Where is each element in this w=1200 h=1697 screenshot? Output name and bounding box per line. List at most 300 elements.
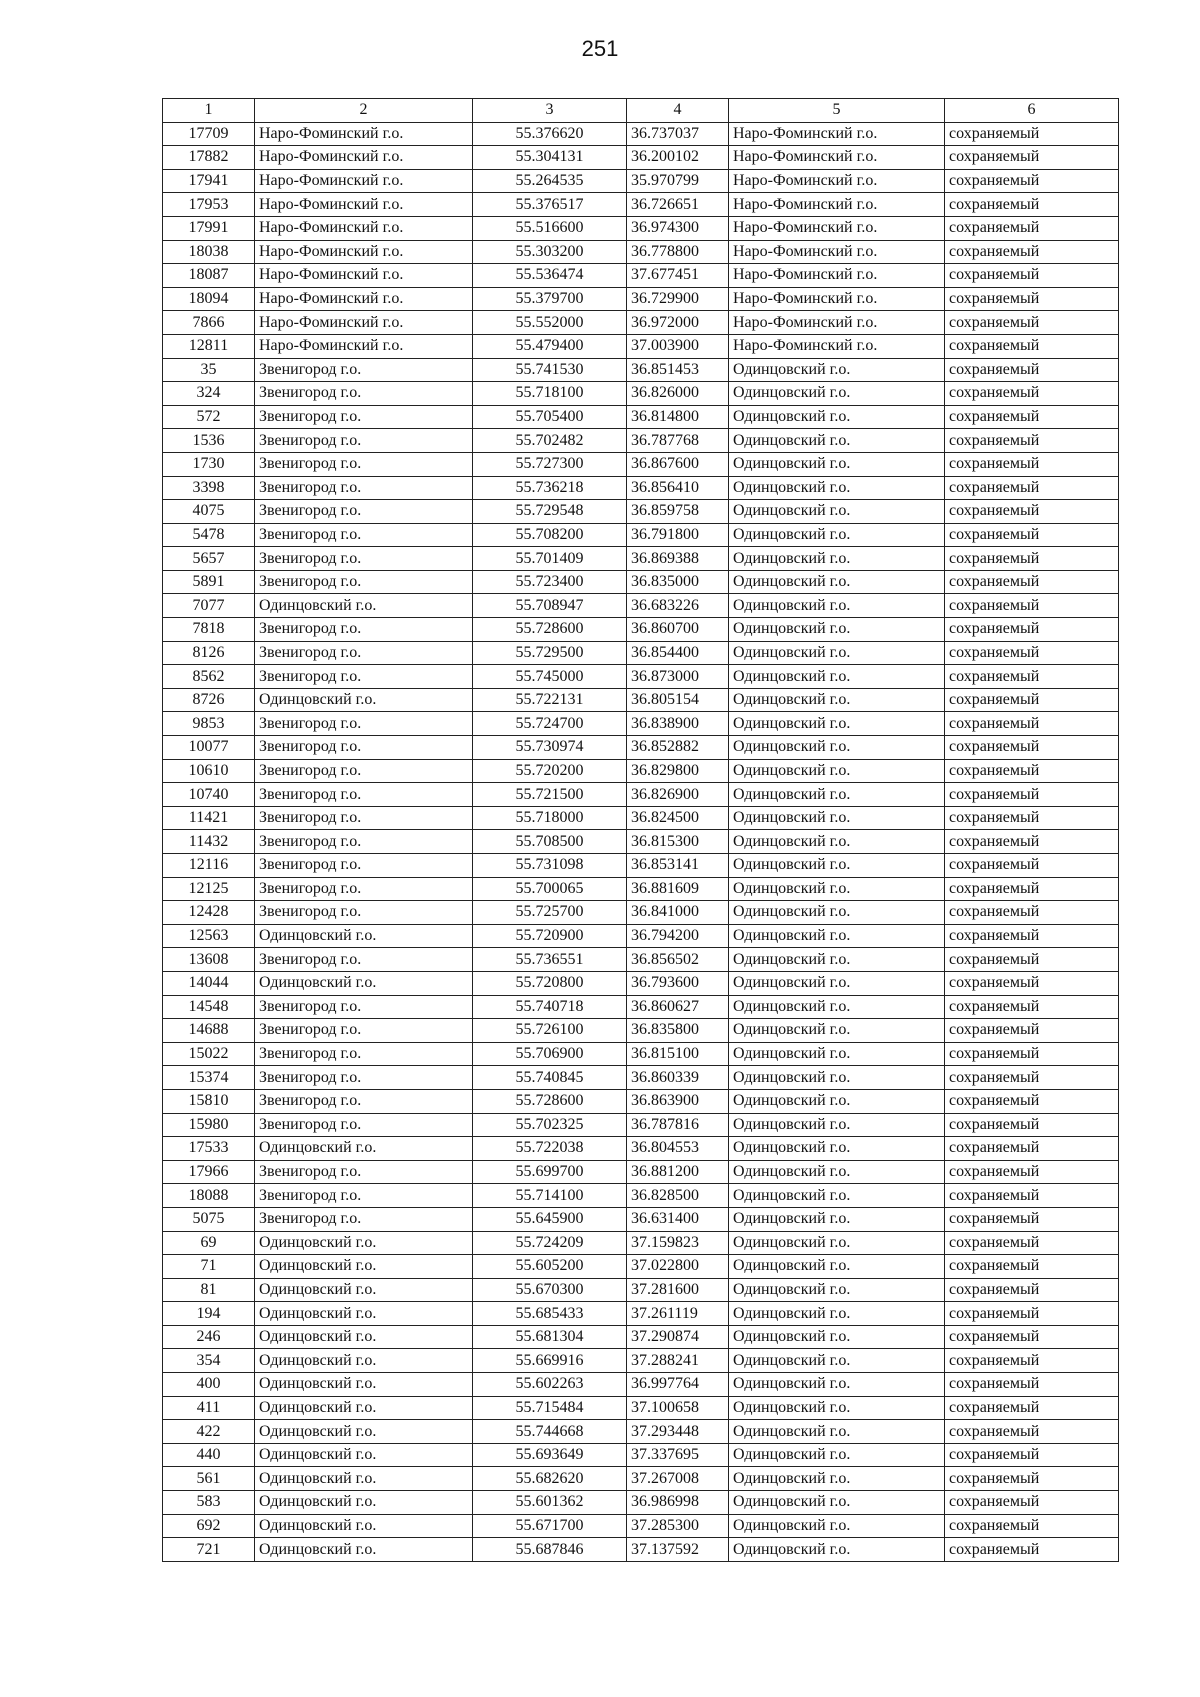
cell-municipality: Одинцовский г.о.	[729, 1137, 945, 1161]
cell-latitude: 55.724700	[473, 712, 627, 736]
cell-district: Одинцовский г.о.	[255, 971, 473, 995]
cell-id: 15022	[163, 1042, 255, 1066]
cell-municipality: Одинцовский г.о.	[729, 594, 945, 618]
cell-id: 5478	[163, 523, 255, 547]
table-row	[163, 1113, 1119, 1137]
cell-municipality: Одинцовский г.о.	[729, 1278, 945, 1302]
cell-municipality: Одинцовский г.о.	[729, 759, 945, 783]
table-row	[163, 287, 1119, 311]
cell-id: 11432	[163, 830, 255, 854]
table-row	[163, 1089, 1119, 1113]
table-row	[163, 429, 1119, 453]
cell-id: 18087	[163, 264, 255, 288]
cell-longitude: 37.261119	[627, 1302, 729, 1326]
cell-district: Наро-Фоминский г.о.	[255, 122, 473, 146]
cell-status: сохраняемый	[945, 334, 1119, 358]
cell-municipality: Наро-Фоминский г.о.	[729, 216, 945, 240]
cell-longitude: 36.838900	[627, 712, 729, 736]
table-row	[163, 547, 1119, 571]
cell-municipality: Одинцовский г.о.	[729, 1467, 945, 1491]
cell-longitude: 37.337695	[627, 1443, 729, 1467]
cell-id: 14044	[163, 971, 255, 995]
cell-longitude: 36.859758	[627, 500, 729, 524]
cell-longitude: 36.791800	[627, 523, 729, 547]
cell-latitude: 55.700065	[473, 877, 627, 901]
cell-longitude: 36.683226	[627, 594, 729, 618]
table-row	[163, 193, 1119, 217]
cell-id: 18088	[163, 1184, 255, 1208]
cell-district: Звенигород г.о.	[255, 1066, 473, 1090]
table-row	[163, 311, 1119, 335]
cell-id: 10740	[163, 783, 255, 807]
cell-municipality: Одинцовский г.о.	[729, 948, 945, 972]
cell-id: 12116	[163, 854, 255, 878]
cell-status: сохраняемый	[945, 311, 1119, 335]
cell-status: сохраняемый	[945, 1420, 1119, 1444]
data-table	[162, 98, 1119, 1562]
cell-status: сохраняемый	[945, 1467, 1119, 1491]
cell-status: сохраняемый	[945, 169, 1119, 193]
column-header: 1	[163, 99, 255, 123]
cell-municipality: Наро-Фоминский г.о.	[729, 169, 945, 193]
cell-id: 9853	[163, 712, 255, 736]
cell-district: Звенигород г.о.	[255, 783, 473, 807]
cell-municipality: Одинцовский г.о.	[729, 1538, 945, 1562]
cell-status: сохраняемый	[945, 547, 1119, 571]
cell-district: Одинцовский г.о.	[255, 1302, 473, 1326]
table-row	[163, 830, 1119, 854]
cell-status: сохраняемый	[945, 500, 1119, 524]
table-row	[163, 995, 1119, 1019]
cell-district: Одинцовский г.о.	[255, 1373, 473, 1397]
cell-latitude: 55.376620	[473, 122, 627, 146]
cell-id: 354	[163, 1349, 255, 1373]
cell-status: сохраняемый	[945, 1113, 1119, 1137]
cell-status: сохраняемый	[945, 688, 1119, 712]
cell-status: сохраняемый	[945, 1019, 1119, 1043]
cell-id: 721	[163, 1538, 255, 1562]
cell-id: 15810	[163, 1089, 255, 1113]
cell-status: сохраняемый	[945, 1255, 1119, 1279]
cell-municipality: Одинцовский г.о.	[729, 877, 945, 901]
cell-district: Наро-Фоминский г.о.	[255, 334, 473, 358]
cell-district: Звенигород г.о.	[255, 358, 473, 382]
table-row	[163, 854, 1119, 878]
cell-district: Одинцовский г.о.	[255, 1443, 473, 1467]
cell-district: Звенигород г.о.	[255, 382, 473, 406]
cell-district: Звенигород г.о.	[255, 1113, 473, 1137]
cell-longitude: 36.200102	[627, 146, 729, 170]
cell-latitude: 55.708200	[473, 523, 627, 547]
cell-id: 17991	[163, 216, 255, 240]
cell-status: сохраняемый	[945, 382, 1119, 406]
cell-latitude: 55.682620	[473, 1467, 627, 1491]
cell-longitude: 36.997764	[627, 1373, 729, 1397]
cell-longitude: 36.851453	[627, 358, 729, 382]
cell-status: сохраняемый	[945, 1396, 1119, 1420]
cell-longitude: 36.972000	[627, 311, 729, 335]
cell-id: 8562	[163, 665, 255, 689]
cell-district: Звенигород г.о.	[255, 641, 473, 665]
cell-municipality: Одинцовский г.о.	[729, 806, 945, 830]
cell-municipality: Наро-Фоминский г.о.	[729, 264, 945, 288]
cell-status: сохраняемый	[945, 405, 1119, 429]
cell-municipality: Одинцовский г.о.	[729, 618, 945, 642]
cell-latitude: 55.718000	[473, 806, 627, 830]
cell-municipality: Одинцовский г.о.	[729, 1042, 945, 1066]
table-row	[163, 1302, 1119, 1326]
cell-id: 440	[163, 1443, 255, 1467]
table-row	[163, 1491, 1119, 1515]
cell-municipality: Наро-Фоминский г.о.	[729, 122, 945, 146]
cell-status: сохраняемый	[945, 948, 1119, 972]
cell-latitude: 55.728600	[473, 618, 627, 642]
cell-longitude: 36.835800	[627, 1019, 729, 1043]
cell-id: 12428	[163, 901, 255, 925]
cell-longitude: 36.805154	[627, 688, 729, 712]
table-row	[163, 1538, 1119, 1562]
cell-district: Одинцовский г.о.	[255, 1325, 473, 1349]
cell-district: Звенигород г.о.	[255, 618, 473, 642]
cell-status: сохраняемый	[945, 1137, 1119, 1161]
cell-latitude: 55.708500	[473, 830, 627, 854]
cell-longitude: 37.003900	[627, 334, 729, 358]
table-row	[163, 901, 1119, 925]
cell-status: сохраняемый	[945, 476, 1119, 500]
cell-municipality: Одинцовский г.о.	[729, 500, 945, 524]
cell-district: Наро-Фоминский г.о.	[255, 193, 473, 217]
cell-latitude: 55.721500	[473, 783, 627, 807]
cell-id: 7818	[163, 618, 255, 642]
page-number: 251	[581, 36, 619, 61]
cell-latitude: 55.552000	[473, 311, 627, 335]
cell-status: сохраняемый	[945, 1302, 1119, 1326]
cell-municipality: Одинцовский г.о.	[729, 924, 945, 948]
cell-status: сохраняемый	[945, 216, 1119, 240]
cell-district: Одинцовский г.о.	[255, 1278, 473, 1302]
cell-district: Одинцовский г.о.	[255, 1514, 473, 1538]
table-row	[163, 712, 1119, 736]
cell-municipality: Одинцовский г.о.	[729, 405, 945, 429]
cell-municipality: Одинцовский г.о.	[729, 971, 945, 995]
cell-id: 583	[163, 1491, 255, 1515]
table-row	[163, 665, 1119, 689]
cell-id: 10610	[163, 759, 255, 783]
cell-status: сохраняемый	[945, 995, 1119, 1019]
cell-status: сохраняемый	[945, 358, 1119, 382]
cell-status: сохраняемый	[945, 618, 1119, 642]
cell-latitude: 55.736551	[473, 948, 627, 972]
cell-id: 400	[163, 1373, 255, 1397]
cell-id: 10077	[163, 736, 255, 760]
table-row	[163, 688, 1119, 712]
cell-id: 12811	[163, 334, 255, 358]
cell-longitude: 36.881200	[627, 1160, 729, 1184]
cell-status: сохраняемый	[945, 1491, 1119, 1515]
cell-status: сохраняемый	[945, 1514, 1119, 1538]
table-row	[163, 1278, 1119, 1302]
cell-municipality: Одинцовский г.о.	[729, 712, 945, 736]
table-row	[163, 618, 1119, 642]
cell-id: 246	[163, 1325, 255, 1349]
cell-district: Звенигород г.о.	[255, 736, 473, 760]
cell-district: Звенигород г.о.	[255, 1184, 473, 1208]
cell-longitude: 36.828500	[627, 1184, 729, 1208]
cell-longitude: 36.869388	[627, 547, 729, 571]
cell-id: 7866	[163, 311, 255, 335]
cell-district: Одинцовский г.о.	[255, 1396, 473, 1420]
cell-municipality: Одинцовский г.о.	[729, 995, 945, 1019]
cell-longitude: 36.814800	[627, 405, 729, 429]
cell-longitude: 36.856410	[627, 476, 729, 500]
cell-municipality: Одинцовский г.о.	[729, 901, 945, 925]
cell-status: сохраняемый	[945, 1066, 1119, 1090]
cell-latitude: 55.720900	[473, 924, 627, 948]
cell-longitude: 36.794200	[627, 924, 729, 948]
table-body	[163, 122, 1119, 1561]
cell-status: сохраняемый	[945, 1042, 1119, 1066]
cell-id: 561	[163, 1467, 255, 1491]
cell-municipality: Одинцовский г.о.	[729, 1231, 945, 1255]
cell-longitude: 36.863900	[627, 1089, 729, 1113]
cell-id: 3398	[163, 476, 255, 500]
cell-district: Звенигород г.о.	[255, 523, 473, 547]
cell-latitude: 55.729548	[473, 500, 627, 524]
cell-id: 324	[163, 382, 255, 406]
cell-longitude: 37.281600	[627, 1278, 729, 1302]
cell-status: сохраняемый	[945, 1207, 1119, 1231]
cell-longitude: 36.835000	[627, 570, 729, 594]
cell-municipality: Одинцовский г.о.	[729, 1089, 945, 1113]
cell-longitude: 36.860700	[627, 618, 729, 642]
cell-district: Звенигород г.о.	[255, 948, 473, 972]
cell-latitude: 55.693649	[473, 1443, 627, 1467]
cell-latitude: 55.725700	[473, 901, 627, 925]
cell-longitude: 37.285300	[627, 1514, 729, 1538]
table-row	[163, 877, 1119, 901]
cell-status: сохраняемый	[945, 1443, 1119, 1467]
cell-status: сохраняемый	[945, 830, 1119, 854]
cell-status: сохраняемый	[945, 1373, 1119, 1397]
cell-status: сохраняемый	[945, 1278, 1119, 1302]
cell-longitude: 37.267008	[627, 1467, 729, 1491]
cell-id: 1730	[163, 452, 255, 476]
cell-id: 5891	[163, 570, 255, 594]
cell-id: 81	[163, 1278, 255, 1302]
cell-district: Наро-Фоминский г.о.	[255, 146, 473, 170]
cell-district: Звенигород г.о.	[255, 901, 473, 925]
cell-longitude: 37.022800	[627, 1255, 729, 1279]
cell-longitude: 36.974300	[627, 216, 729, 240]
cell-id: 8126	[163, 641, 255, 665]
table-row	[163, 1443, 1119, 1467]
cell-district: Одинцовский г.о.	[255, 1349, 473, 1373]
cell-district: Одинцовский г.о.	[255, 1491, 473, 1515]
cell-district: Звенигород г.о.	[255, 1207, 473, 1231]
cell-district: Одинцовский г.о.	[255, 594, 473, 618]
cell-id: 18038	[163, 240, 255, 264]
cell-status: сохраняемый	[945, 1089, 1119, 1113]
cell-status: сохраняемый	[945, 287, 1119, 311]
cell-latitude: 55.718100	[473, 382, 627, 406]
cell-municipality: Одинцовский г.о.	[729, 688, 945, 712]
cell-municipality: Одинцовский г.о.	[729, 523, 945, 547]
cell-id: 35	[163, 358, 255, 382]
cell-status: сохраняемый	[945, 924, 1119, 948]
cell-longitude: 37.290874	[627, 1325, 729, 1349]
cell-longitude: 37.288241	[627, 1349, 729, 1373]
cell-latitude: 55.724209	[473, 1231, 627, 1255]
table-row	[163, 1325, 1119, 1349]
cell-longitude: 37.159823	[627, 1231, 729, 1255]
table-row	[163, 783, 1119, 807]
cell-municipality: Одинцовский г.о.	[729, 570, 945, 594]
cell-id: 17533	[163, 1137, 255, 1161]
cell-status: сохраняемый	[945, 264, 1119, 288]
cell-longitude: 36.815100	[627, 1042, 729, 1066]
table-row	[163, 405, 1119, 429]
cell-latitude: 55.681304	[473, 1325, 627, 1349]
cell-status: сохраняемый	[945, 759, 1119, 783]
cell-district: Наро-Фоминский г.о.	[255, 216, 473, 240]
cell-latitude: 55.304131	[473, 146, 627, 170]
cell-district: Одинцовский г.о.	[255, 1255, 473, 1279]
cell-municipality: Одинцовский г.о.	[729, 1019, 945, 1043]
cell-id: 411	[163, 1396, 255, 1420]
cell-status: сохраняемый	[945, 1325, 1119, 1349]
cell-district: Звенигород г.о.	[255, 452, 473, 476]
cell-municipality: Одинцовский г.о.	[729, 547, 945, 571]
table-row	[163, 948, 1119, 972]
cell-latitude: 55.602263	[473, 1373, 627, 1397]
column-header: 3	[473, 99, 627, 123]
cell-longitude: 36.815300	[627, 830, 729, 854]
table-row	[163, 1373, 1119, 1397]
cell-longitude: 36.881609	[627, 877, 729, 901]
cell-longitude: 36.867600	[627, 452, 729, 476]
cell-municipality: Одинцовский г.о.	[729, 830, 945, 854]
table-row	[163, 570, 1119, 594]
cell-district: Одинцовский г.о.	[255, 1467, 473, 1491]
cell-municipality: Одинцовский г.о.	[729, 429, 945, 453]
cell-latitude: 55.744668	[473, 1420, 627, 1444]
cell-municipality: Наро-Фоминский г.о.	[729, 193, 945, 217]
cell-municipality: Одинцовский г.о.	[729, 382, 945, 406]
cell-id: 8726	[163, 688, 255, 712]
cell-district: Звенигород г.о.	[255, 854, 473, 878]
cell-district: Наро-Фоминский г.о.	[255, 287, 473, 311]
cell-longitude: 36.778800	[627, 240, 729, 264]
cell-district: Звенигород г.о.	[255, 712, 473, 736]
cell-id: 5075	[163, 1207, 255, 1231]
cell-district: Звенигород г.о.	[255, 476, 473, 500]
cell-latitude: 55.723400	[473, 570, 627, 594]
cell-district: Одинцовский г.о.	[255, 924, 473, 948]
cell-latitude: 55.729500	[473, 641, 627, 665]
cell-latitude: 55.303200	[473, 240, 627, 264]
cell-district: Одинцовский г.о.	[255, 1231, 473, 1255]
cell-district: Звенигород г.о.	[255, 806, 473, 830]
cell-status: сохраняемый	[945, 193, 1119, 217]
cell-id: 11421	[163, 806, 255, 830]
cell-longitude: 36.726651	[627, 193, 729, 217]
cell-municipality: Наро-Фоминский г.о.	[729, 334, 945, 358]
cell-status: сохраняемый	[945, 523, 1119, 547]
cell-status: сохраняемый	[945, 240, 1119, 264]
cell-district: Наро-Фоминский г.о.	[255, 169, 473, 193]
cell-latitude: 55.722038	[473, 1137, 627, 1161]
cell-municipality: Одинцовский г.о.	[729, 854, 945, 878]
cell-longitude: 36.737037	[627, 122, 729, 146]
cell-latitude: 55.727300	[473, 452, 627, 476]
table-row	[163, 1396, 1119, 1420]
cell-municipality: Одинцовский г.о.	[729, 1066, 945, 1090]
cell-longitude: 37.293448	[627, 1420, 729, 1444]
table-row	[163, 1467, 1119, 1491]
cell-id: 17966	[163, 1160, 255, 1184]
cell-id: 15980	[163, 1113, 255, 1137]
cell-district: Звенигород г.о.	[255, 1042, 473, 1066]
cell-status: сохраняемый	[945, 736, 1119, 760]
cell-latitude: 55.706900	[473, 1042, 627, 1066]
table-row	[163, 334, 1119, 358]
cell-municipality: Наро-Фоминский г.о.	[729, 311, 945, 335]
cell-status: сохраняемый	[945, 641, 1119, 665]
cell-municipality: Одинцовский г.о.	[729, 1420, 945, 1444]
cell-id: 1536	[163, 429, 255, 453]
cell-longitude: 35.970799	[627, 169, 729, 193]
table-row	[163, 146, 1119, 170]
table-row	[163, 1019, 1119, 1043]
table-row	[163, 759, 1119, 783]
cell-id: 17882	[163, 146, 255, 170]
cell-latitude: 55.702482	[473, 429, 627, 453]
cell-longitude: 36.860339	[627, 1066, 729, 1090]
cell-latitude: 55.726100	[473, 1019, 627, 1043]
cell-municipality: Одинцовский г.о.	[729, 736, 945, 760]
cell-municipality: Наро-Фоминский г.о.	[729, 240, 945, 264]
cell-longitude: 36.787816	[627, 1113, 729, 1137]
table-row	[163, 1420, 1119, 1444]
table-row	[163, 358, 1119, 382]
cell-municipality: Одинцовский г.о.	[729, 665, 945, 689]
cell-status: сохраняемый	[945, 971, 1119, 995]
cell-district: Наро-Фоминский г.о.	[255, 264, 473, 288]
cell-id: 692	[163, 1514, 255, 1538]
cell-district: Звенигород г.о.	[255, 995, 473, 1019]
cell-id: 18094	[163, 287, 255, 311]
cell-status: сохраняемый	[945, 122, 1119, 146]
cell-latitude: 55.670300	[473, 1278, 627, 1302]
table-row	[163, 216, 1119, 240]
column-header: 4	[627, 99, 729, 123]
table-row	[163, 1160, 1119, 1184]
cell-latitude: 55.379700	[473, 287, 627, 311]
cell-status: сохраняемый	[945, 452, 1119, 476]
cell-district: Звенигород г.о.	[255, 665, 473, 689]
cell-municipality: Наро-Фоминский г.о.	[729, 146, 945, 170]
cell-municipality: Одинцовский г.о.	[729, 641, 945, 665]
cell-latitude: 55.536474	[473, 264, 627, 288]
table-header-row	[163, 99, 1119, 123]
cell-latitude: 55.720200	[473, 759, 627, 783]
cell-municipality: Одинцовский г.о.	[729, 476, 945, 500]
table-row	[163, 736, 1119, 760]
cell-longitude: 36.826900	[627, 783, 729, 807]
table-row	[163, 169, 1119, 193]
table-row	[163, 1349, 1119, 1373]
cell-district: Одинцовский г.о.	[255, 688, 473, 712]
